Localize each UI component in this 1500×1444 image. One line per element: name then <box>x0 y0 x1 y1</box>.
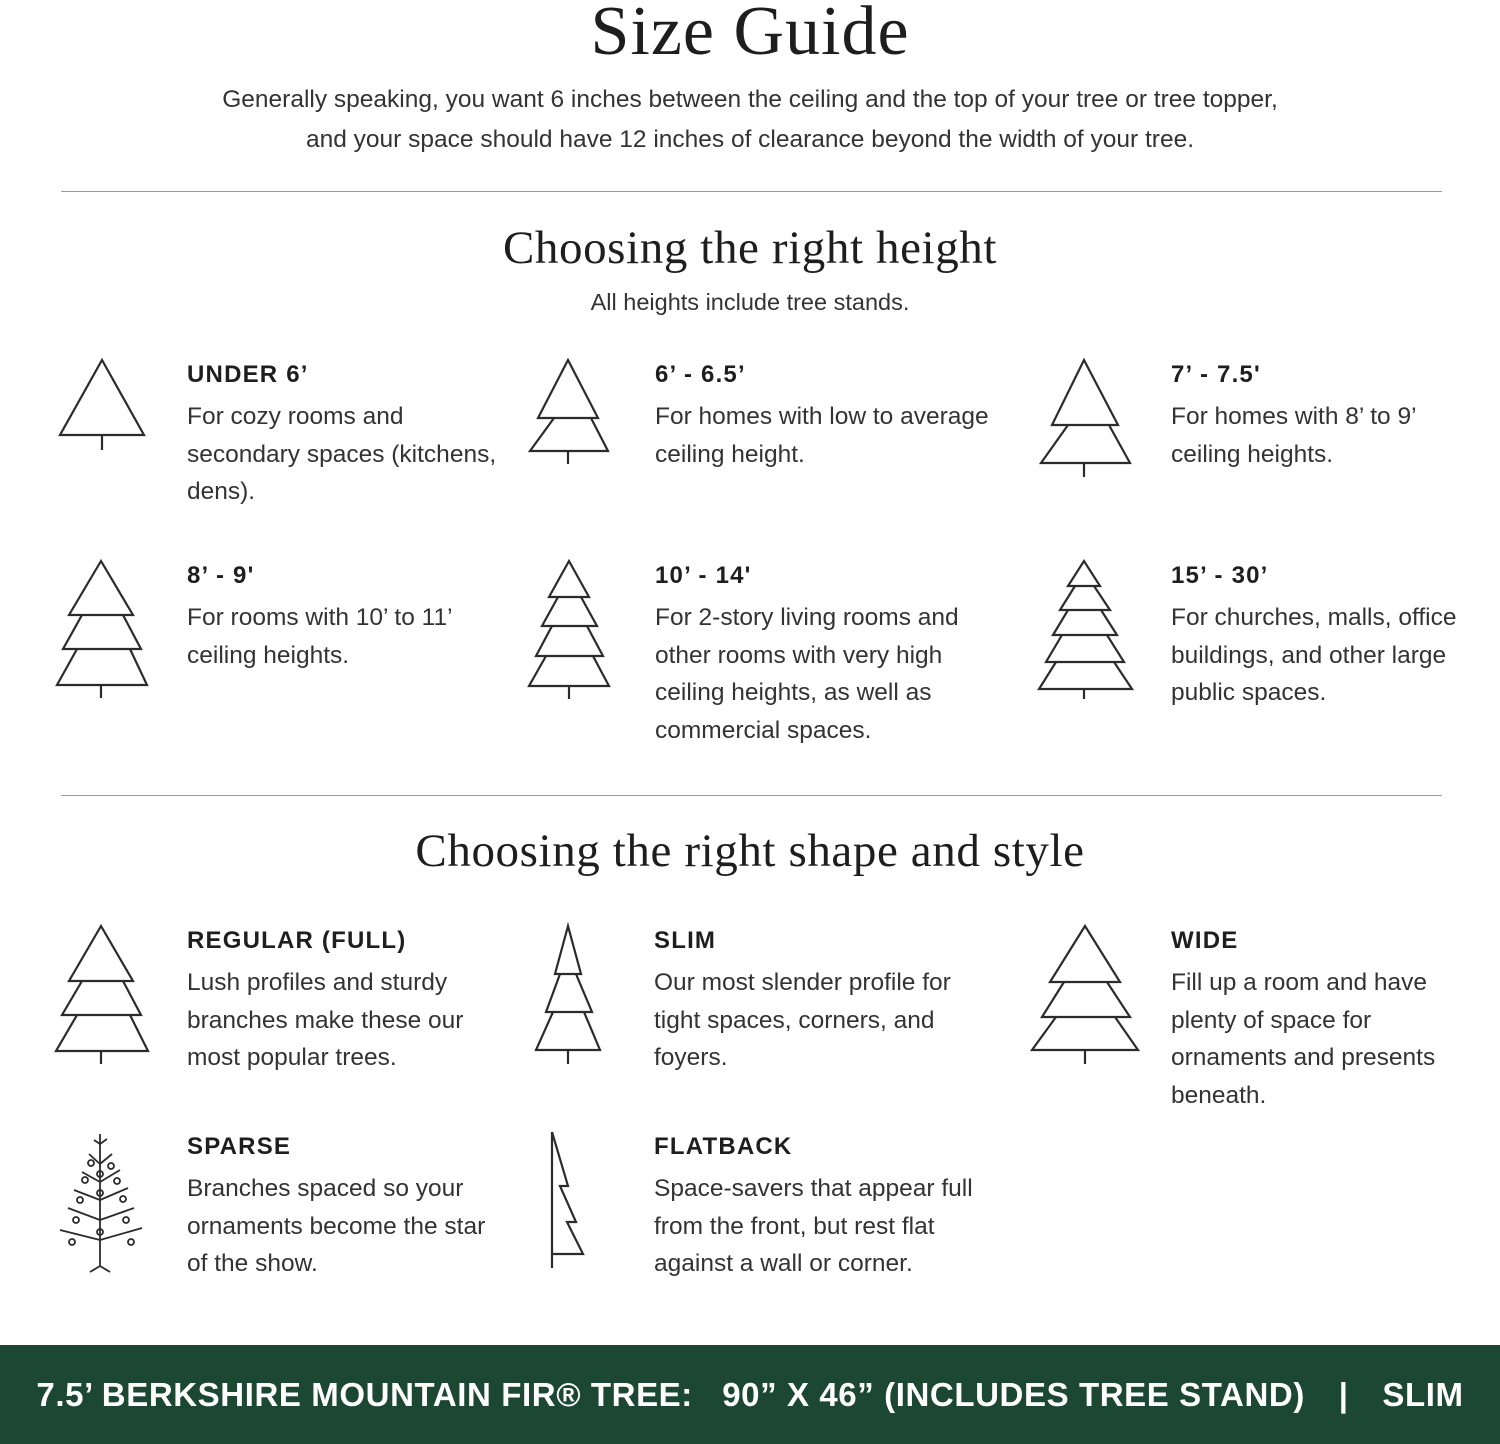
divider <box>61 191 1442 192</box>
shape-label: SLIM <box>654 927 717 954</box>
sparse-tree-icon <box>56 1130 148 1272</box>
product-banner-text <box>36 1376 1463 1414</box>
height-description: For homes with 8’ to 9’ ceiling heights. <box>1171 403 1416 468</box>
tree-2-tier-icon <box>1038 358 1138 480</box>
tree-3-tier-icon <box>55 559 155 701</box>
height-label: 6’ - 6.5’ <box>655 361 746 388</box>
shape-label: SPARSE <box>187 1133 292 1160</box>
wide-tree-icon <box>1030 924 1142 1066</box>
full-tree-icon <box>54 924 154 1066</box>
page-title: Size Guide <box>590 0 910 70</box>
product-dimensions: 90” X 46” (INCLUDES TREE STAND) <box>722 1375 1305 1413</box>
height-label: 10’ - 14' <box>655 562 752 589</box>
product-banner <box>0 1345 1500 1444</box>
height-section-title: Choosing the right height <box>502 222 998 274</box>
height-description: For churches, malls, office buildings, and other large public spaces. <box>1171 604 1457 706</box>
tree-2-tier-icon <box>526 358 616 468</box>
height-description: For homes with low to average ceiling height. <box>655 403 989 468</box>
divider <box>61 795 1442 796</box>
flatback-tree-icon <box>548 1130 593 1272</box>
shape-label: WIDE <box>1171 927 1239 954</box>
shape-description: Fill up a room and have plenty of space for ornaments and presents beneath. <box>1171 969 1436 1109</box>
shape-label: FLATBACK <box>654 1133 793 1160</box>
shape-description: Our most slender profile for tight spaces, corners, and foyers. <box>654 969 951 1071</box>
product-style: SLIM <box>1382 1375 1464 1413</box>
shape-description: Space-savers that appear full from the front, but rest flat against a wall or corner. <box>654 1175 973 1277</box>
height-description: For 2-story living rooms and other rooms with very high ceiling heights, as well as commercial spaces. <box>655 604 959 744</box>
tree-1-tier-icon <box>58 358 148 453</box>
shape-description: Lush profiles and sturdy branches make these our most popular trees. <box>187 969 464 1071</box>
height-label: 15’ - 30’ <box>1171 562 1269 589</box>
height-label: UNDER 6’ <box>187 361 309 388</box>
shape-description: Branches spaced so your ornaments become the star of the show. <box>187 1175 486 1277</box>
height-label: 8’ - 9' <box>187 562 255 589</box>
intro-text: Generally speaking, you want 6 inches between the ceiling and the top of your tree or tree topper, and your space should have 12 inches of clearance beyond the width of your tree. <box>222 86 1278 153</box>
product-name: 7.5’ BERKSHIRE MOUNTAIN FIR® TREE: <box>36 1375 693 1413</box>
height-section-subtitle: All heights include tree stands. <box>590 289 910 315</box>
slim-tree-icon <box>534 924 604 1066</box>
shape-section-title: Choosing the right shape and style <box>415 825 1085 877</box>
height-description: For cozy rooms and secondary spaces (kitchens, dens). <box>187 403 497 505</box>
banner-separator: | <box>1338 1375 1349 1413</box>
tree-5-tier-icon <box>1037 559 1137 701</box>
shape-label: REGULAR (FULL) <box>187 927 407 954</box>
height-label: 7’ - 7.5' <box>1171 361 1261 388</box>
height-description: For rooms with 10’ to 11’ ceiling heights. <box>187 604 452 669</box>
tree-4-tier-icon <box>527 559 617 701</box>
